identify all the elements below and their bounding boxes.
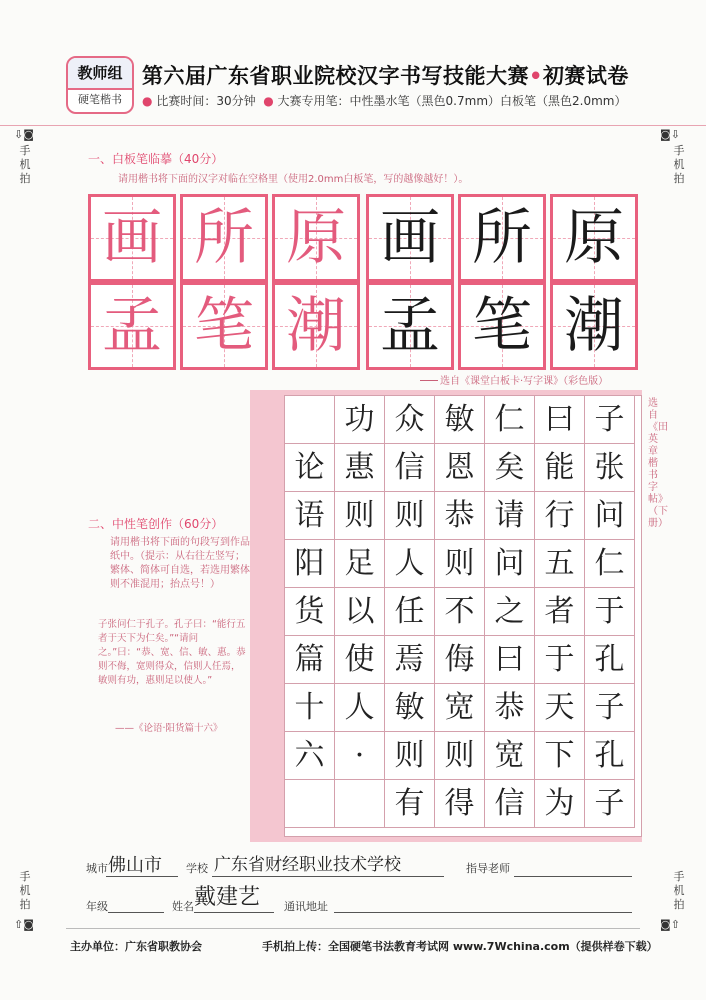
grid-cell[interactable]: 下 — [535, 732, 585, 780]
model-cell — [88, 194, 176, 282]
teacher-label: 指导老师 — [466, 862, 510, 875]
grid-cell[interactable]: 者 — [535, 588, 585, 636]
section2-title: 二、中性笔创作（60分） — [88, 517, 224, 531]
grid-cell[interactable]: 恭 — [485, 684, 535, 732]
copied-char: 所 — [472, 203, 532, 273]
model-char: 画 — [102, 203, 162, 273]
grid-cell[interactable]: 众 — [385, 396, 435, 444]
grid-cell[interactable]: 篇 — [285, 636, 335, 684]
grid-cell[interactable]: 不 — [435, 588, 485, 636]
grid-cell[interactable]: 五 — [535, 540, 585, 588]
model-cell — [272, 282, 360, 370]
copy-cell[interactable] — [550, 282, 638, 370]
grid-cell[interactable]: 人 — [385, 540, 435, 588]
city-field-line[interactable] — [106, 876, 178, 877]
grid-cell[interactable]: 语 — [285, 492, 335, 540]
grid-cell[interactable]: 焉 — [385, 636, 435, 684]
grid-cell[interactable] — [285, 396, 335, 444]
section1-instructions: 请用楷书将下面的汉字对临在空格里（使用2.0mm白板笔，写的越像越好！）。 — [118, 174, 469, 185]
grid-cell[interactable]: 孔 — [585, 732, 635, 780]
grid-cell[interactable]: 则 — [435, 540, 485, 588]
copy-cell[interactable] — [458, 194, 546, 282]
vertical-source: 选自《田英章楷书字帖》（下册） — [648, 398, 668, 529]
grid-cell[interactable]: 问 — [485, 540, 535, 588]
organizer: 主办单位：广东省职教协会 — [70, 940, 202, 953]
passage-source: ——《论语·阳货篇十六》 — [115, 723, 223, 734]
upload-camera-icon: ⇧◙ — [14, 918, 34, 931]
grid-cell[interactable] — [285, 780, 335, 828]
grid-cell[interactable]: 则 — [385, 492, 435, 540]
grid-cell[interactable]: 敏 — [385, 684, 435, 732]
name-label: 姓名 — [172, 900, 194, 913]
grid-cell[interactable]: 则 — [335, 492, 385, 540]
grid-cell[interactable]: 之 — [485, 588, 535, 636]
side-label-left-bottom: 手机拍 — [19, 870, 31, 911]
footer-divider — [66, 928, 640, 929]
side-label-left-top: 手机拍 — [19, 144, 31, 185]
grid-cell[interactable]: 足 — [335, 540, 385, 588]
reference-passage: 子张问仁于孔子。孔子曰：“能行五者于天下为仁矣。”“请问之。”曰：“恭、宽、信、敏、惠。恭则不侮，宽则得众，信则人任焉，敏则有功，惠则足以使人。” — [98, 619, 246, 686]
writing-grid[interactable] — [284, 395, 642, 837]
badge-group-label: 教师组 — [68, 58, 132, 90]
copy-cell[interactable] — [458, 282, 546, 370]
copied-char: 笔 — [472, 291, 532, 361]
grid-cell[interactable]: 惠 — [335, 444, 385, 492]
grid-cell[interactable]: 六 — [285, 732, 335, 780]
grid-cell[interactable]: 曰 — [535, 396, 585, 444]
grid-cell[interactable]: 有 — [385, 780, 435, 828]
grid-cell[interactable]: 以 — [335, 588, 385, 636]
model-char: 所 — [194, 203, 254, 273]
source-dash — [420, 380, 438, 381]
grade-label: 年级 — [86, 900, 108, 913]
header-divider — [0, 125, 706, 126]
side-label-right-top: 手机拍 — [673, 144, 685, 185]
model-cell — [88, 282, 176, 370]
grid-cell[interactable]: 仁 — [485, 396, 535, 444]
city-value: 佛山市 — [108, 855, 162, 876]
grid-cell[interactable]: 请 — [485, 492, 535, 540]
grid-cell[interactable]: 恭 — [435, 492, 485, 540]
download-camera-icon: ⇩◙ — [14, 128, 34, 141]
name-field-line[interactable] — [194, 912, 274, 913]
grid-cell[interactable]: 功 — [335, 396, 385, 444]
grid-cell[interactable]: 十 — [285, 684, 335, 732]
grid-cell[interactable]: 信 — [485, 780, 535, 828]
copy-cell[interactable] — [366, 194, 454, 282]
grid-cell[interactable]: 宽 — [435, 684, 485, 732]
grid-cell[interactable]: 侮 — [435, 636, 485, 684]
grid-cell[interactable]: 阳 — [285, 540, 335, 588]
name-value: 戴建艺 — [194, 885, 261, 910]
copied-char: 孟 — [380, 291, 440, 361]
grid-cell[interactable]: 则 — [385, 732, 435, 780]
grid-cell[interactable]: 仁 — [585, 540, 635, 588]
camera-download-icon: ◙⇩ — [660, 128, 680, 141]
grid-cell[interactable]: · — [335, 732, 385, 780]
section1-title: 一、白板笔临摹（40分） — [88, 152, 224, 166]
grid-cell[interactable]: 孔 — [585, 636, 635, 684]
grid-cell[interactable]: 恩 — [435, 444, 485, 492]
title-main: 第六届广东省职业院校汉字书写技能大赛 — [142, 64, 529, 88]
grade-field-line[interactable] — [108, 912, 164, 913]
grid-cell[interactable]: 行 — [535, 492, 585, 540]
grid-cell[interactable]: 信 — [385, 444, 435, 492]
model-char: 笔 — [194, 291, 254, 361]
grid-cell[interactable]: 能 — [535, 444, 585, 492]
section1-source: 选自《课堂白板卡·写字课》（彩色版） — [440, 376, 609, 387]
bullet-icon: ● — [142, 94, 153, 108]
camera-upload-icon: ◙⇧ — [660, 918, 680, 931]
address-field-line[interactable] — [334, 912, 632, 913]
grid-cell[interactable]: 矣 — [485, 444, 535, 492]
grid-cell[interactable] — [335, 780, 385, 828]
grid-cell[interactable]: 宽 — [485, 732, 535, 780]
grid-cell[interactable]: 则 — [435, 732, 485, 780]
copied-char: 原 — [564, 203, 624, 273]
grid-cell[interactable]: 为 — [535, 780, 585, 828]
school-field-line[interactable] — [212, 876, 444, 877]
title-tail: 初赛试卷 — [542, 64, 629, 88]
grid-cell[interactable]: 于 — [585, 588, 635, 636]
grid-cell[interactable]: 曰 — [485, 636, 535, 684]
badge-script-label: 硬笔楷书 — [78, 93, 122, 106]
model-cell — [180, 194, 268, 282]
grid-cell[interactable]: 论 — [285, 444, 335, 492]
grid-cell[interactable]: 于 — [535, 636, 585, 684]
teacher-field-line[interactable] — [514, 876, 632, 877]
exam-pens: 大赛专用笔：中性墨水笔（黑色0.7mm）白板笔（黑色2.0mm） — [277, 94, 627, 108]
group-badge — [66, 56, 134, 114]
grid-cell[interactable]: 人 — [335, 684, 385, 732]
upload-info: 手机拍上传：全国硬笔书法教育考试网 www.7Wchina.com（提供样卷下载） — [262, 940, 658, 953]
grid-cell[interactable]: 子 — [585, 684, 635, 732]
copied-char: 画 — [380, 203, 440, 273]
copy-cell[interactable] — [366, 282, 454, 370]
grid-cell[interactable]: 敏 — [435, 396, 485, 444]
school-value: 广东省财经职业技术学校 — [214, 855, 401, 875]
grid-cell[interactable]: 张 — [585, 444, 635, 492]
grid-cell[interactable]: 任 — [385, 588, 435, 636]
address-label: 通讯地址 — [284, 900, 328, 913]
grid-cell[interactable]: 子 — [585, 396, 635, 444]
exam-time: 比赛时间：30分钟 — [156, 94, 256, 108]
school-label: 学校 — [186, 862, 208, 875]
grid-cell[interactable]: 使 — [335, 636, 385, 684]
model-cell — [272, 194, 360, 282]
grid-cell[interactable]: 问 — [585, 492, 635, 540]
copied-char: 潮 — [564, 291, 624, 361]
bullet-icon: ● — [263, 94, 274, 108]
model-char: 潮 — [286, 291, 346, 361]
page-title — [142, 60, 629, 90]
grid-cell[interactable]: 货 — [285, 588, 335, 636]
model-char: 孟 — [102, 291, 162, 361]
exam-info — [142, 92, 626, 109]
copy-cell[interactable] — [550, 194, 638, 282]
model-char: 原 — [286, 203, 346, 273]
grid-cell[interactable]: 天 — [535, 684, 585, 732]
grid-cell[interactable]: 子 — [585, 780, 635, 828]
model-cell — [180, 282, 268, 370]
grid-cell[interactable]: 得 — [435, 780, 485, 828]
city-label: 城市 — [86, 862, 108, 875]
side-label-right-bottom: 手机拍 — [673, 870, 685, 911]
section2-instructions: 请用楷书将下面的句段写到作品纸中。（提示：从右往左竖写；繁体、简体可自选，若选用繁体则不准混用；抬点号！） — [110, 537, 250, 590]
title-dot: • — [529, 64, 543, 88]
